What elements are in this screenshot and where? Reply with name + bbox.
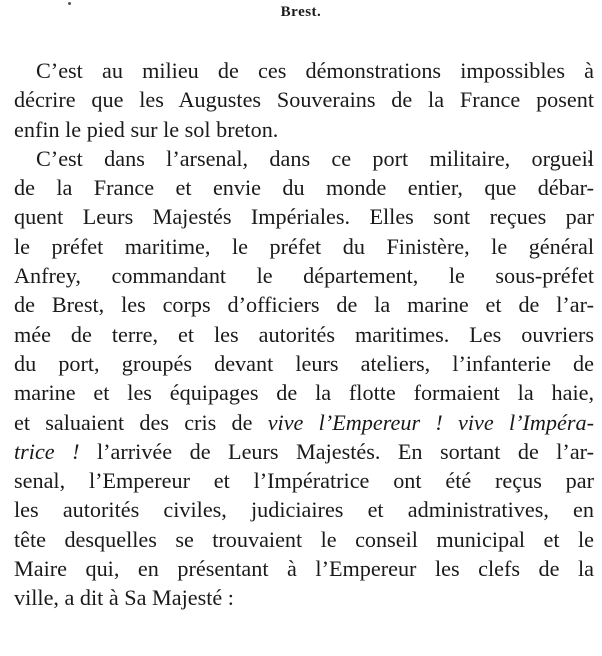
paragraph [14,144,594,613]
running-header: Brest. [280,4,322,20]
text-line: C’est dans l’arsenal, dans ce port militaire, orgueil [36,145,594,171]
text-segment: et saluaient des cris de [14,409,268,435]
text-line: senal, l’Empereur et l’Impératrice ont été reçus par [14,468,594,494]
text-line [14,408,594,437]
ink-speck [68,2,71,5]
text-line [14,437,594,466]
text-line: marine et les équipages de la flotte formaient la haie, [14,380,594,406]
text-line: du port, groupés devant leurs ateliers, l’infanterie de [14,350,594,376]
text-line: de la France et envie du monde entier, que débar- [14,175,594,201]
paragraph [14,56,594,144]
text-line: de Brest, les corps d’officiers de la marine et de l’ar- [14,292,594,318]
text-line: les autorités civiles, judiciaires et administratives, en [14,497,594,523]
text-line: le préfet maritime, le préfet du Finistère, le général [14,233,594,259]
text-line: enfin le pied sur le sol breton. [14,116,279,142]
text-line: Maire qui, en présentant à l’Empereur les clefs de la [14,556,594,582]
text-line: Anfrey, commandant le département, le sous-préfet [14,263,594,289]
text-line: mée de terre, et les autorités maritimes. Les ouvriers [14,321,594,347]
text-line: quent Leurs Majestés Impériales. Elles sont reçues par [14,204,594,230]
text-line: C’est au milieu de ces démonstrations impossibles à [36,58,594,83]
text-line: ville, a dit à Sa Majesté : [14,585,234,611]
text-line: décrire que les Augustes Souverains de la France posent [14,87,594,113]
text-line: tête desquelles se trouvaient le conseil municipal et le [14,526,594,552]
body-text [14,56,594,613]
italic-segment: trice ! [14,438,80,464]
italic-segment: vive l’Empereur ! vive l’Impéra- [267,409,594,435]
text-segment: l’arrivée de Leurs Majestés. En sortant de l’ar- [79,438,594,464]
